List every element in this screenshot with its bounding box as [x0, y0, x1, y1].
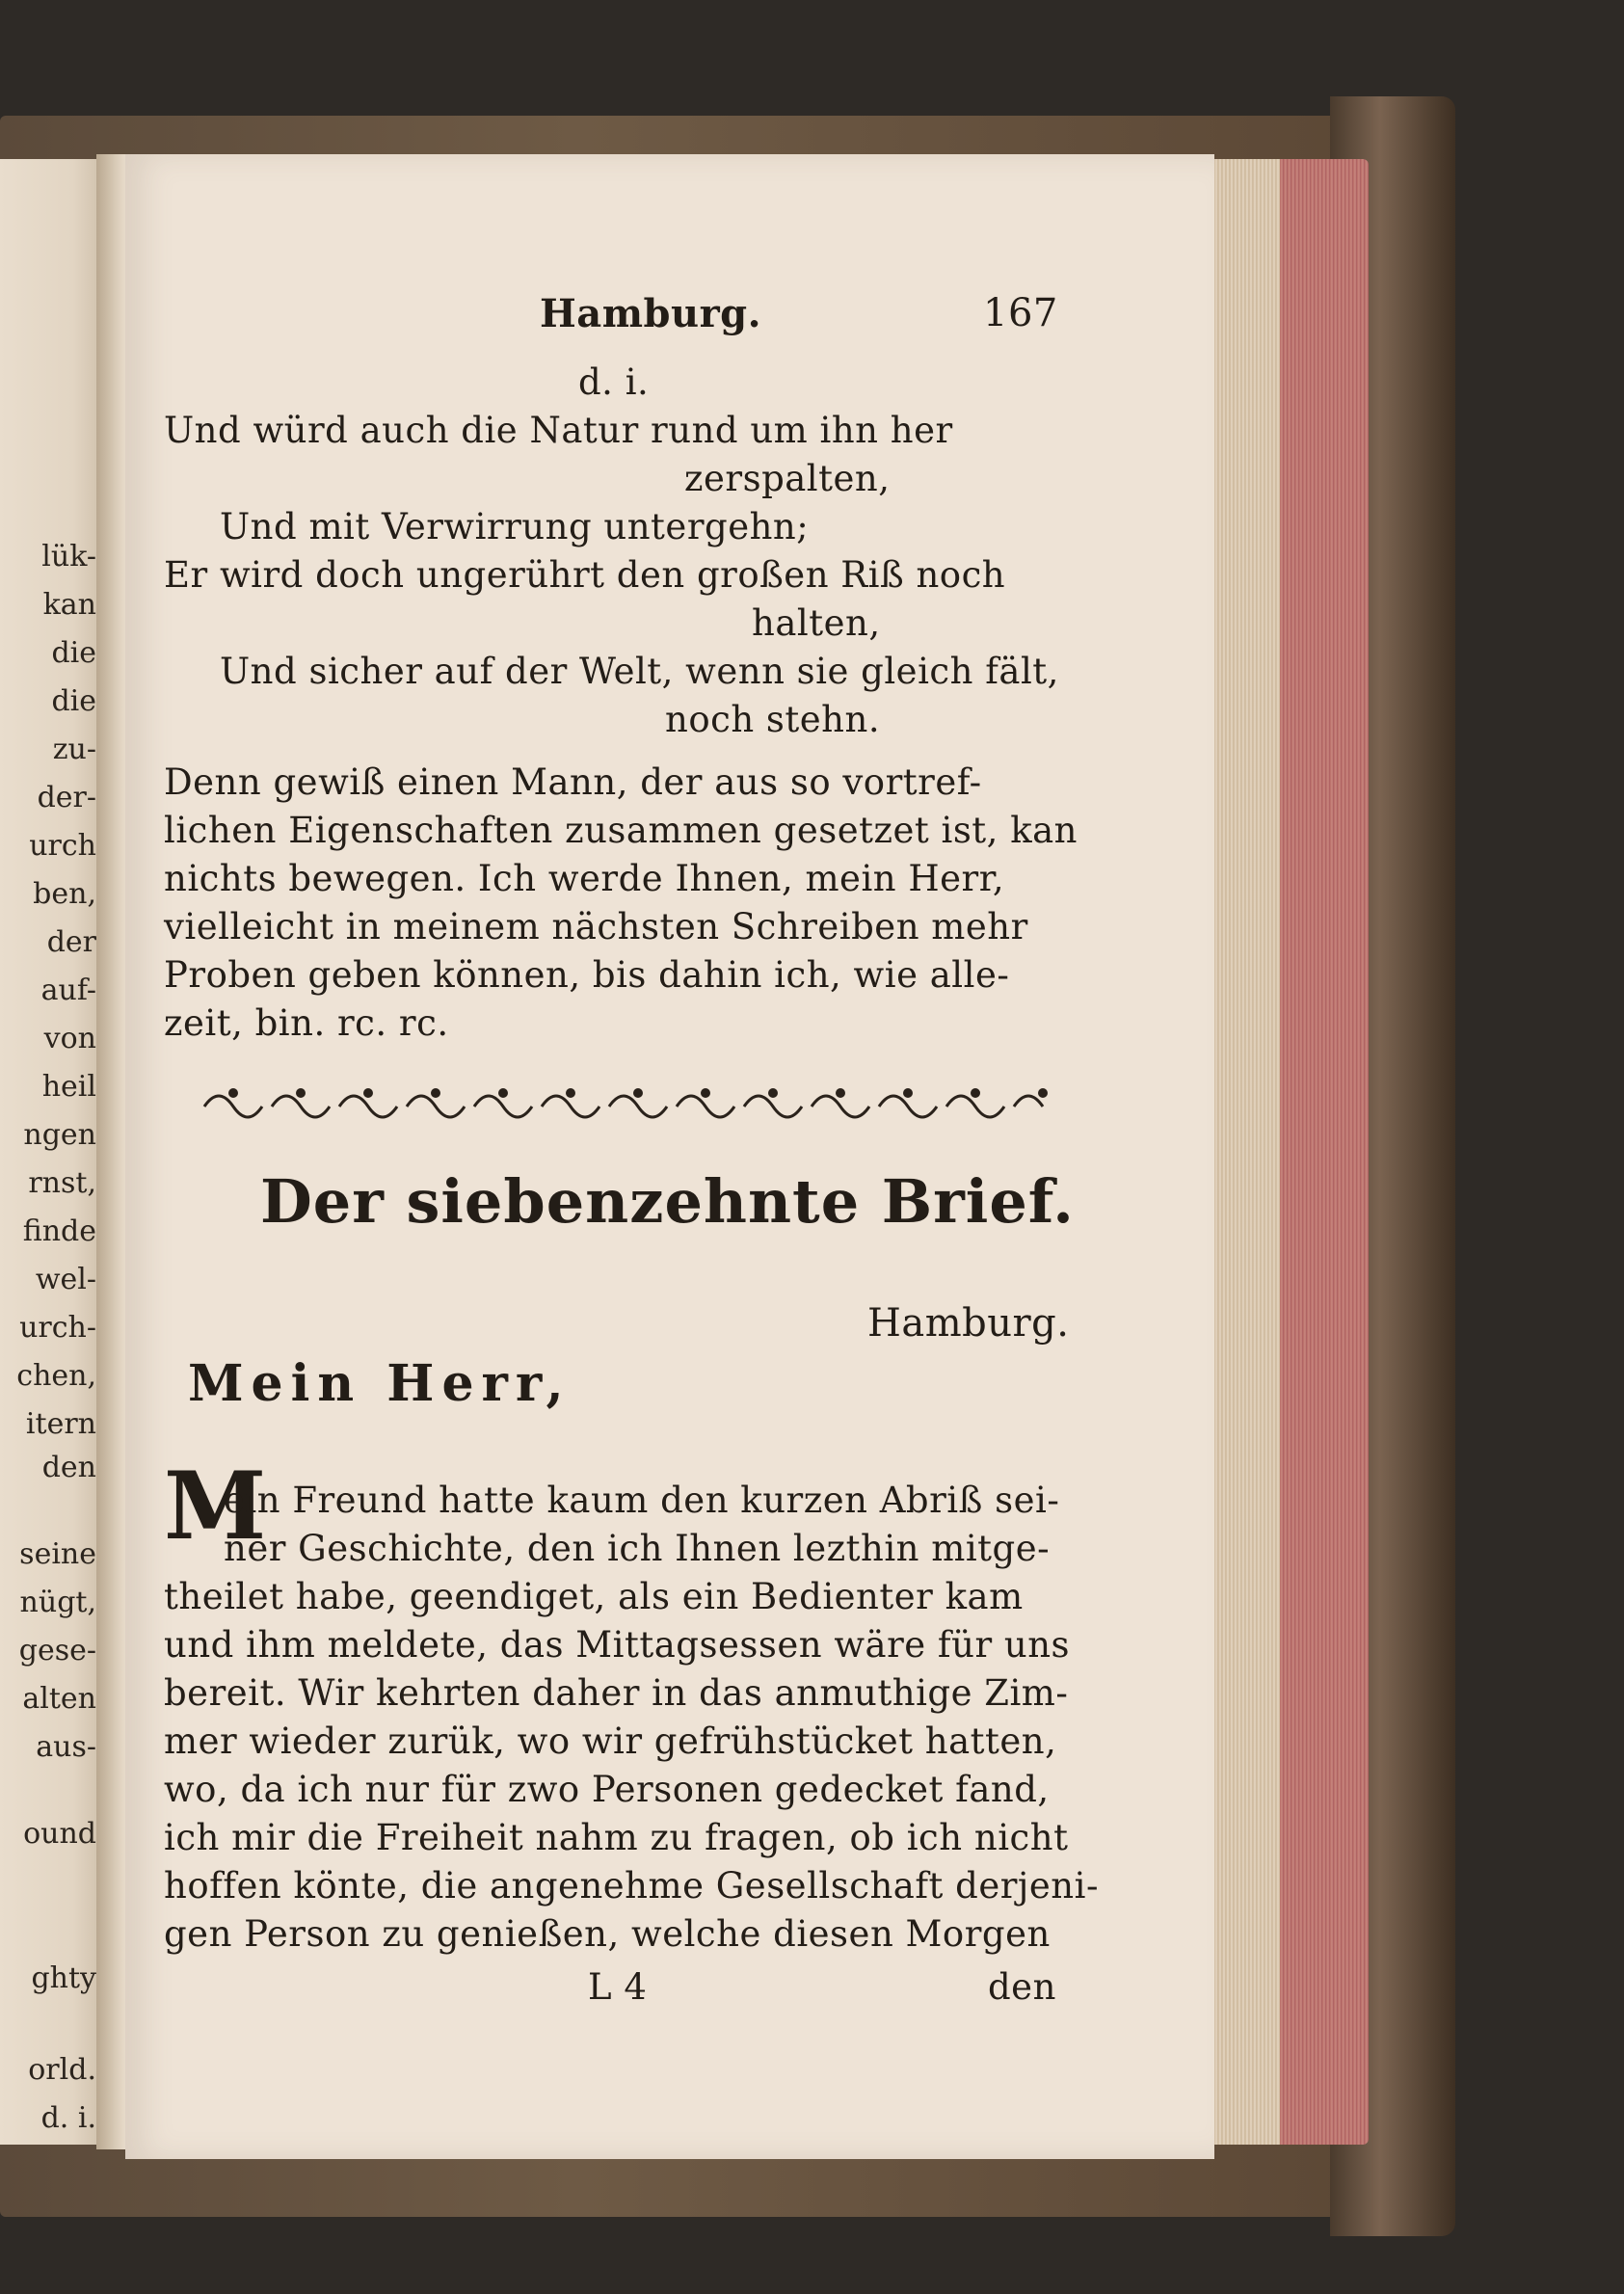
facing-page-fragment: von [43, 1022, 96, 1055]
ornament-band [195, 1080, 1067, 1134]
poem-line: Und würd auch die Natur rund um ihn her [164, 410, 953, 451]
facing-page-fragment: ound [23, 1817, 96, 1851]
facing-page-fragment: finde [22, 1214, 96, 1248]
red-fore-edge [1280, 159, 1369, 2145]
letter-line: theilet habe, geendiget, als ein Bedienter kam [164, 1576, 1024, 1617]
facing-page-fragment: seine [19, 1537, 96, 1571]
place-line: Hamburg. [867, 1301, 1070, 1346]
prose-line: zeit, bin. rc. rc. [164, 1002, 449, 1044]
facing-page-fragment: nügt, [19, 1586, 96, 1619]
facing-page [0, 159, 104, 2145]
poem-line: d. i. [578, 361, 650, 403]
facing-page-fragment: ghty [31, 1961, 96, 1995]
drop-cap: M [164, 1452, 267, 1560]
poem-line: Er wird doch ungerührt den großen Riß noch [164, 554, 1006, 596]
facing-page-fragment: der [46, 925, 96, 959]
chapter-heading: Der siebenzehnte Brief. [260, 1166, 1075, 1237]
signature-mark: L 4 [588, 1966, 648, 2008]
book-page [125, 154, 1214, 2159]
facing-page-fragment: heil [41, 1070, 96, 1104]
facing-page-fragment: alten [22, 1682, 96, 1716]
facing-page-fragment: d. i. [40, 2101, 96, 2135]
facing-page-fragment: der- [37, 781, 96, 814]
poem-line: halten, [752, 602, 881, 644]
catchword: den [988, 1966, 1056, 2008]
prose-line: lichen Eigenschaften zusammen gesetzet ist, kan [164, 810, 1078, 851]
facing-page-fragment: chen, [16, 1359, 96, 1393]
prose-line: nichts bewegen. Ich werde Ihnen, mein Herr, [164, 858, 1005, 899]
facing-page-fragment: die [51, 636, 96, 670]
prose-line: Denn gewiß einen Mann, der aus so vortref- [164, 761, 982, 803]
prose-line: Proben geben können, bis dahin ich, wie alle- [164, 954, 1010, 996]
poem-line: Und mit Verwirrung untergehn; [220, 506, 810, 547]
letter-line: wo, da ich nur für zwo Personen gedecket fand, [164, 1769, 1050, 1810]
facing-page-fragment: auf- [40, 974, 96, 1007]
facing-page-fragment: den [41, 1451, 96, 1484]
running-head: Hamburg. [540, 291, 762, 336]
poem-line: zerspalten, [684, 458, 891, 499]
facing-page-fragment: urch [29, 829, 96, 863]
poem-line: Und sicher auf der Welt, wenn sie gleich fält, [220, 651, 1059, 692]
facing-page-fragment: kan [42, 588, 96, 622]
letter-line: ein Freund hatte kaum den kurzen Abriß sei- [224, 1480, 1060, 1521]
letter-line: ich mir die Freiheit nahm zu fragen, ob ich nicht [164, 1817, 1069, 1858]
facing-page-fragment: urch- [19, 1311, 96, 1345]
letter-line: und ihm meldete, das Mittagsessen wäre für uns [164, 1624, 1071, 1666]
facing-page-fragment: ben, [33, 877, 96, 911]
facing-page-fragment: wel- [35, 1263, 96, 1296]
prose-line: vielleicht in meinem nächsten Schreiben mehr [164, 906, 1028, 947]
facing-page-fragment: orld. [28, 2053, 96, 2087]
letter-line: bereit. Wir kehrten daher in das anmuthige Zim- [164, 1672, 1069, 1714]
letter-line: mer wieder zurük, wo wir gefrühstücket hatten, [164, 1720, 1057, 1762]
salutation: Mein Herr, [188, 1354, 572, 1413]
poem-line: noch stehn. [665, 699, 881, 740]
facing-page-fragment: zu- [52, 733, 96, 766]
facing-page-fragment: gese- [18, 1634, 96, 1667]
facing-page-fragment: lük- [41, 540, 96, 574]
facing-page-fragment: itern [25, 1407, 96, 1441]
facing-page-fragment: ngen [23, 1118, 96, 1152]
facing-page-fragment: rnst, [28, 1166, 96, 1200]
letter-line: gen Person zu genießen, welche diesen Morgen [164, 1913, 1051, 1955]
page-block-edge [1214, 159, 1280, 2145]
letter-line: hoffen könte, die angenehme Gesellschaft derjeni- [164, 1865, 1099, 1907]
facing-page-fragment: aus- [36, 1730, 96, 1764]
page-number: 167 [983, 291, 1058, 335]
letter-line: ner Geschichte, den ich Ihnen lezthin mitge- [224, 1528, 1051, 1569]
facing-page-fragment: die [51, 684, 96, 718]
